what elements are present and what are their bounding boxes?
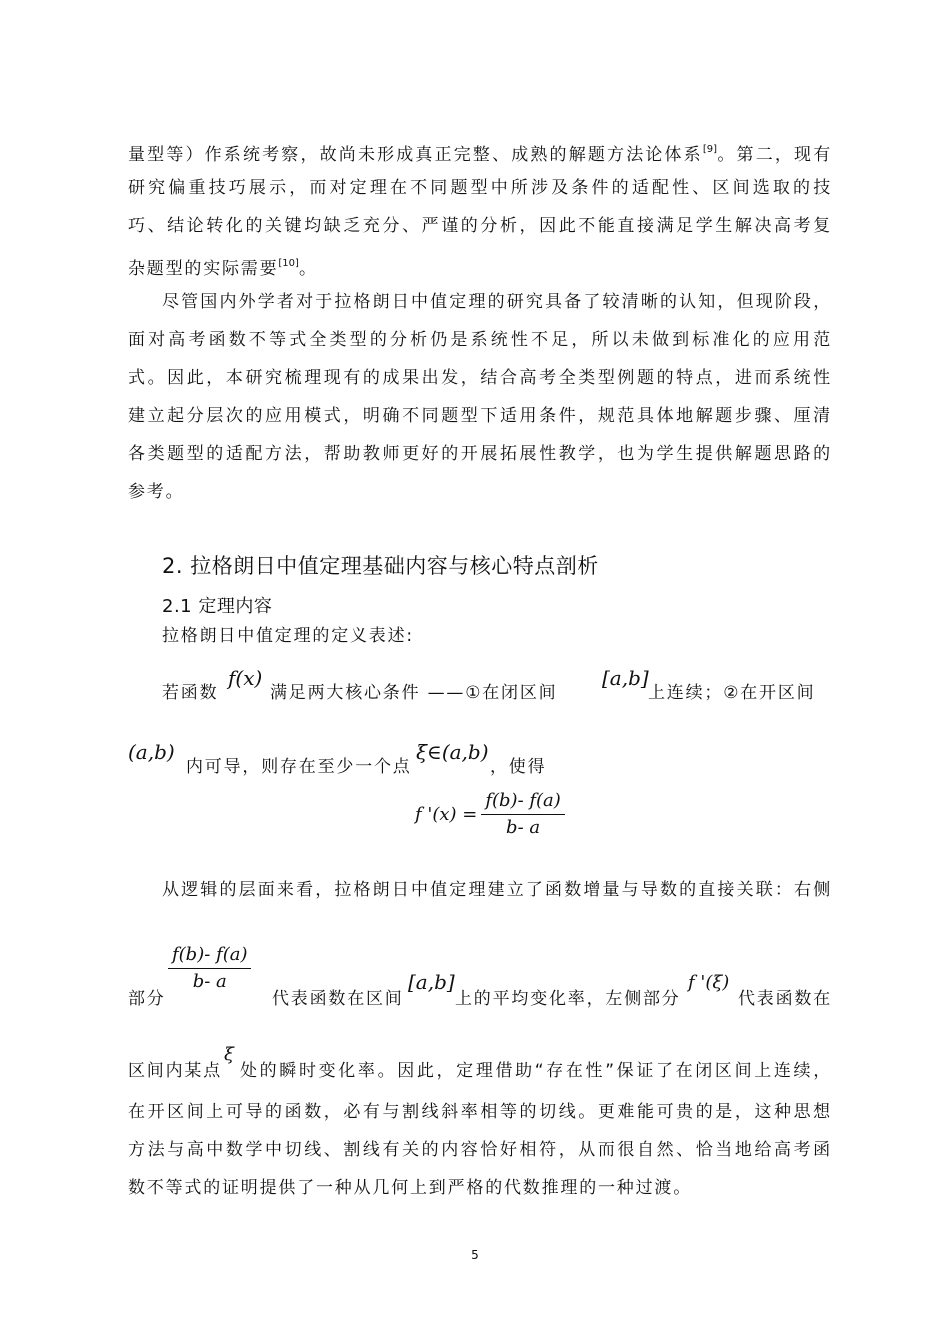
fraction-numerator: f(b)- f(a) [168,944,251,969]
paragraph-line: 在开区间上可导的函数，必有与割线斜率相等的切线。更难能可贵的是，这种思想 [128,1102,832,1122]
function-fx: f(x) [228,666,263,690]
derivative-at-xi: f '(ξ) [688,972,730,993]
interval-ab: [a,b] [408,970,455,994]
fraction-numerator: f(b)- f(a) [481,790,564,815]
lagrange-formula [415,790,565,839]
paragraph-line: 建立起分层次的应用模式，明确不同题型下适用条件，规范具体地解题步骤、厘清 [128,406,832,426]
text-run: 。第二，现有 [717,145,833,165]
paragraph-line [128,138,832,167]
condition-text: 若函数 [162,683,219,703]
closed-interval: [a,b] [602,666,649,690]
subsection-heading: 2.1 定理内容 [162,596,273,617]
paragraph-line: 式。因此，本研究梳理现有的成果出发，结合高考全类型例题的特点，进而系统性 [128,368,832,388]
condition-text: ，使得 [490,757,547,777]
open-interval: (a,b) [128,740,175,764]
xi-membership: ξ∈(a,b) [416,740,489,764]
explain-text: 处的瞬时变化率。因此，定理借助“存在性”保证了在闭区间上连续， [240,1061,832,1081]
xi-symbol: ξ [224,1044,234,1065]
definition-label: 拉格朗日中值定理的定义表述: [162,626,414,646]
page-number: 5 [471,1248,479,1262]
paragraph-line: 数不等式的证明提供了一种从几何上到严格的代数推理的一种过渡。 [128,1178,692,1198]
condition-text: 满足两大核心条件 ——①在闭区间 [270,683,558,703]
inline-fraction [168,944,251,993]
paragraph-line: 尽管国内外学者对于拉格朗日中值定理的研究具备了较清晰的认知，但现阶段， [162,292,832,312]
text-run: 。 [298,259,318,279]
fraction-denominator: b- a [192,971,227,992]
paragraph-line: 研究偏重技巧展示，而对定理在不同题型中所涉及条件的适配性、区间选取的技 [128,178,832,198]
paragraph-line: 参考。 [128,482,185,502]
explain-text: 区间内某点 [128,1061,222,1081]
text-run: 杂题型的实际需要 [128,259,279,279]
section-heading: 2. 拉格朗日中值定理基础内容与核心特点剖析 [162,554,599,578]
explain-text: 上的平均变化率，左侧部分 [455,989,681,1009]
condition-text: 上连续；②在开区间 [648,683,816,703]
explain-text: 代表函数在区间 [272,989,404,1009]
paragraph-line [128,252,832,281]
paragraph-line: 面对高考函数不等式全类型的分析仍是系统性不足，所以未做到标准化的应用范 [128,330,832,350]
condition-text: 内可导，则存在至少一个点 [186,757,412,777]
text-run: 量型等）作系统考察，故尚未形成真正完整、成熟的解题方法论体系 [128,145,703,165]
paragraph-line: 方法与高中数学中切线、割线有关的内容恰好相符，从而很自然、恰当地给高考函 [128,1140,832,1160]
paragraph-line: 各类题型的适配方法，帮助教师更好的开展拓展性教学，也为学生提供解题思路的 [128,444,832,464]
formula-fraction [481,790,564,839]
citation: [9] [702,144,718,155]
citation: [10] [278,258,299,269]
paragraph-line: 从逻辑的层面来看，拉格朗日中值定理建立了函数增量与导数的直接关联：右侧 [162,880,832,900]
fraction-denominator: b- a [506,817,541,838]
paragraph-line: 巧、结论转化的关键均缺乏充分、严谨的分析，因此不能直接满足学生解决高考复 [128,216,832,236]
formula-lhs: f '(x) = [415,804,478,825]
explain-text: 部分 [128,989,166,1009]
explain-text: 代表函数在 [738,989,832,1009]
